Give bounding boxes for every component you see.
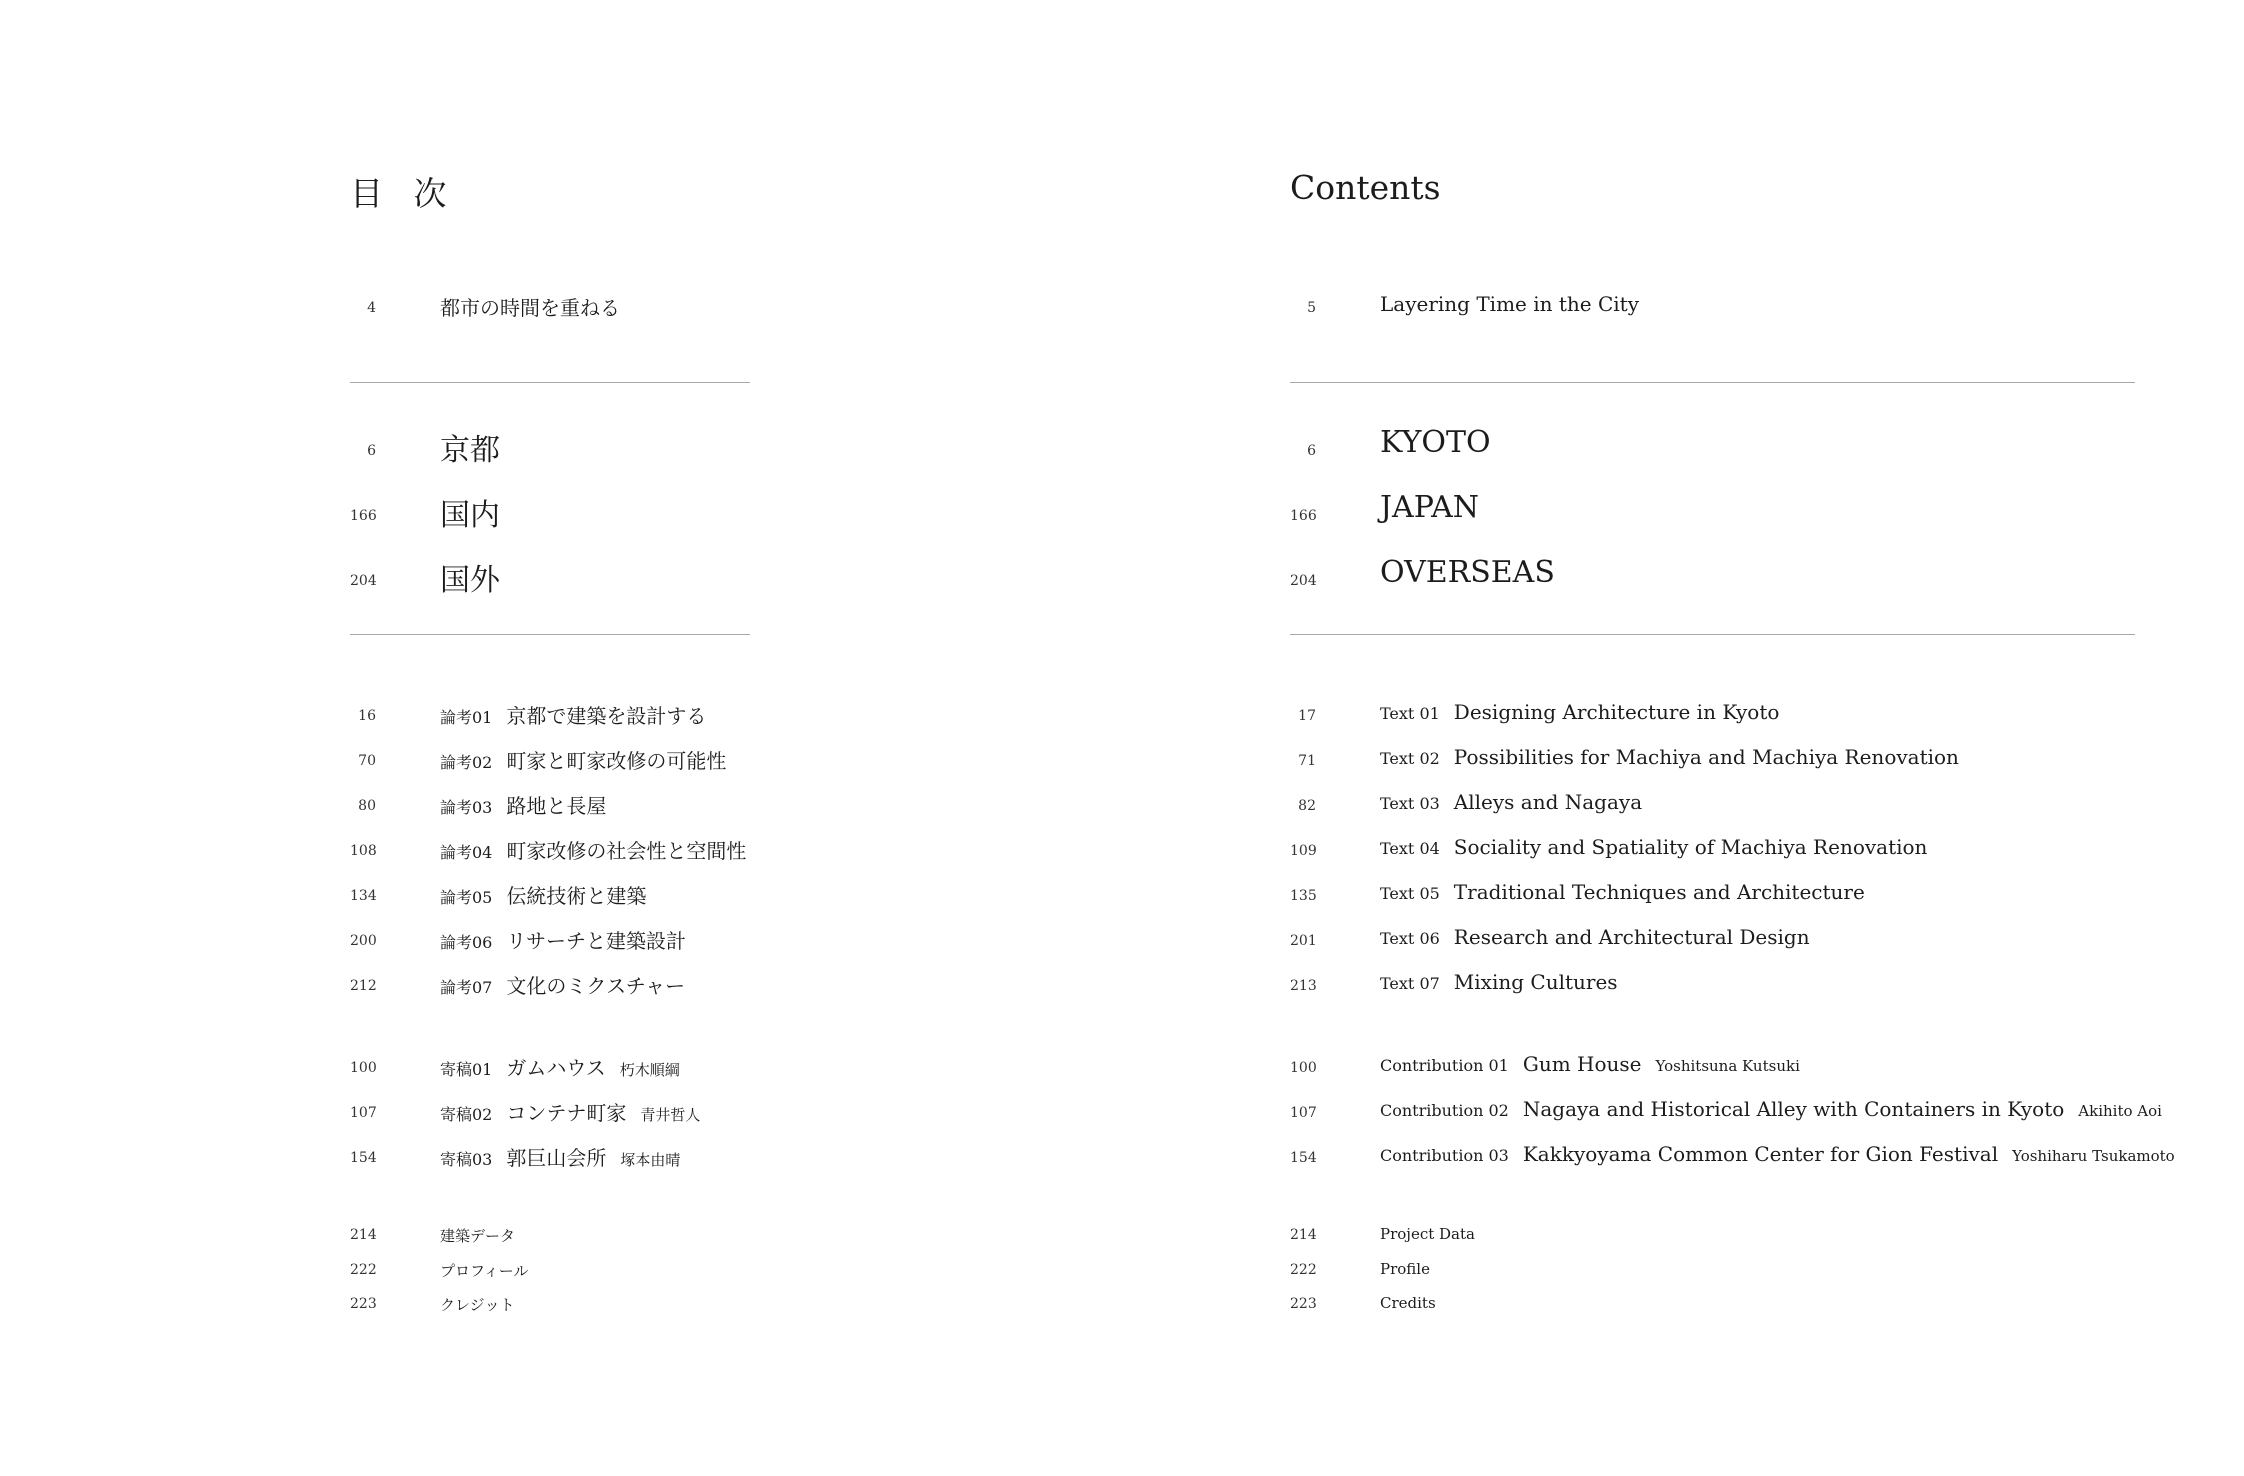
page-number: 223 (1290, 1296, 1317, 1312)
entry-label: 路地と長屋 (506, 794, 607, 818)
entry-prefix: Text 04 (1380, 839, 1440, 858)
entry-prefix: 寄稿02 (440, 1105, 493, 1124)
entry-label: 国内 (440, 498, 500, 533)
entry-label: JAPAN (1380, 490, 1480, 525)
entry-label: Nagaya and Historical Alley with Containers in Kyoto (1522, 1097, 2065, 1121)
page-number: 71 (1298, 753, 1316, 769)
page-number: 17 (1298, 708, 1316, 724)
entry-label: 郭巨山会所 (506, 1146, 607, 1170)
entry-label: 国外 (440, 563, 500, 598)
page-number: 70 (358, 753, 376, 769)
page-number: 134 (350, 888, 377, 904)
entry-prefix: Text 06 (1380, 929, 1440, 948)
entry-label: Possibilities for Machiya and Machiya Renovation (1453, 745, 1959, 769)
english-contents-page (1290, 0, 2175, 1476)
entry-prefix: 論考02 (440, 753, 493, 772)
entry-prefix: Text 02 (1380, 749, 1440, 768)
entry-author: Yoshiharu Tsukamoto (2012, 1147, 2175, 1165)
entry-prefix: Text 07 (1380, 974, 1440, 993)
entry-label: コンテナ町家 (506, 1101, 627, 1125)
entry-author: 塚本由晴 (620, 1151, 681, 1169)
entry-label: Mixing Cultures (1453, 970, 1618, 994)
page-number: 223 (350, 1296, 377, 1312)
entry-author: 朽木順綱 (619, 1061, 680, 1079)
entry-label: Traditional Techniques and Architecture (1453, 880, 1865, 904)
entry-label: Profile (1380, 1260, 1430, 1278)
page-number: 5 (1307, 300, 1316, 316)
page-number: 4 (367, 300, 376, 316)
page-title: Contents (1290, 168, 1441, 207)
entry-label: ガムハウス (506, 1056, 606, 1080)
page-number: 107 (350, 1105, 377, 1121)
entry-label: 京都で建築を設計する (506, 704, 707, 728)
entry-prefix: 寄稿01 (440, 1060, 493, 1079)
entry-prefix: 論考05 (440, 888, 493, 907)
entry-label: Alleys and Nagaya (1453, 790, 1643, 814)
page-number: 213 (1290, 978, 1317, 994)
entry-prefix: 寄稿03 (440, 1150, 493, 1169)
page-number: 154 (1290, 1150, 1317, 1166)
page-number: 6 (1307, 443, 1316, 459)
entry-label: 都市の時間を重ねる (440, 296, 620, 320)
page-number: 100 (350, 1060, 377, 1076)
page-number: 204 (1290, 573, 1317, 589)
entry-prefix: Text 01 (1380, 704, 1440, 723)
entry-prefix: 論考04 (440, 843, 493, 862)
entry-prefix: 論考01 (440, 708, 493, 727)
entry-label: KYOTO (1380, 425, 1491, 460)
entry-label: 文化のミクスチャー (506, 974, 686, 998)
entry-author: Yoshitsuna Kutsuki (1655, 1057, 1800, 1075)
entry-prefix: Contribution 02 (1380, 1101, 1509, 1120)
entry-label: プロフィール (440, 1262, 529, 1280)
entry-label: 町家と町家改修の可能性 (506, 749, 727, 773)
page-number: 212 (350, 978, 377, 994)
entry-prefix: Contribution 03 (1380, 1146, 1509, 1165)
page-number: 222 (1290, 1262, 1317, 1278)
entry-label: Project Data (1380, 1225, 1475, 1243)
page-number: 154 (350, 1150, 377, 1166)
page-number: 135 (1290, 888, 1317, 904)
page-number: 166 (1290, 508, 1317, 524)
page-number: 214 (350, 1227, 377, 1243)
entry-label: 町家改修の社会性と空間性 (506, 839, 747, 863)
entry-label: Kakkyoyama Common Center for Gion Festival (1522, 1142, 1999, 1166)
page-number: 82 (1298, 798, 1316, 814)
entry-label: Sociality and Spatiality of Machiya Renovation (1453, 835, 1928, 859)
page-title: 目 次 (350, 174, 457, 213)
entry-author: 青井哲人 (640, 1106, 701, 1124)
entry-label: Designing Architecture in Kyoto (1453, 700, 1780, 724)
divider (350, 382, 750, 383)
entry-prefix: 論考06 (440, 933, 493, 952)
entry-label: 京都 (440, 433, 500, 468)
entry-label: クレジット (440, 1296, 515, 1314)
entry-label: Research and Architectural Design (1453, 925, 1810, 949)
divider (350, 634, 750, 635)
entry-label: OVERSEAS (1380, 555, 1555, 590)
entry-label: Credits (1380, 1294, 1436, 1312)
page-number: 100 (1290, 1060, 1317, 1076)
entry-prefix: Text 03 (1380, 794, 1440, 813)
entry-label: 伝統技術と建築 (506, 884, 647, 908)
entry-author: Akihito Aoi (2078, 1102, 2162, 1120)
page-number: 204 (350, 573, 377, 589)
divider (1290, 634, 2135, 635)
entry-prefix: 論考03 (440, 798, 493, 817)
page-number: 214 (1290, 1227, 1317, 1243)
entry-label: リサーチと建築設計 (506, 929, 686, 953)
page-number: 108 (350, 843, 377, 859)
page-number: 16 (358, 708, 376, 724)
divider (1290, 382, 2135, 383)
page-number: 6 (367, 443, 376, 459)
page-number: 107 (1290, 1105, 1317, 1121)
entry-prefix: Text 05 (1380, 884, 1440, 903)
page-number: 200 (350, 933, 377, 949)
entry-label: Gum House (1522, 1052, 1642, 1076)
page-number: 109 (1290, 843, 1317, 859)
entry-label: 建築データ (440, 1227, 516, 1245)
japanese-contents-page (350, 0, 750, 1476)
entry-prefix: 論考07 (440, 978, 493, 997)
page-number: 201 (1290, 933, 1317, 949)
page-number: 166 (350, 508, 377, 524)
page-number: 222 (350, 1262, 377, 1278)
page-number: 80 (358, 798, 376, 814)
entry-prefix: Contribution 01 (1380, 1056, 1509, 1075)
entry-label: Layering Time in the City (1380, 292, 1640, 316)
